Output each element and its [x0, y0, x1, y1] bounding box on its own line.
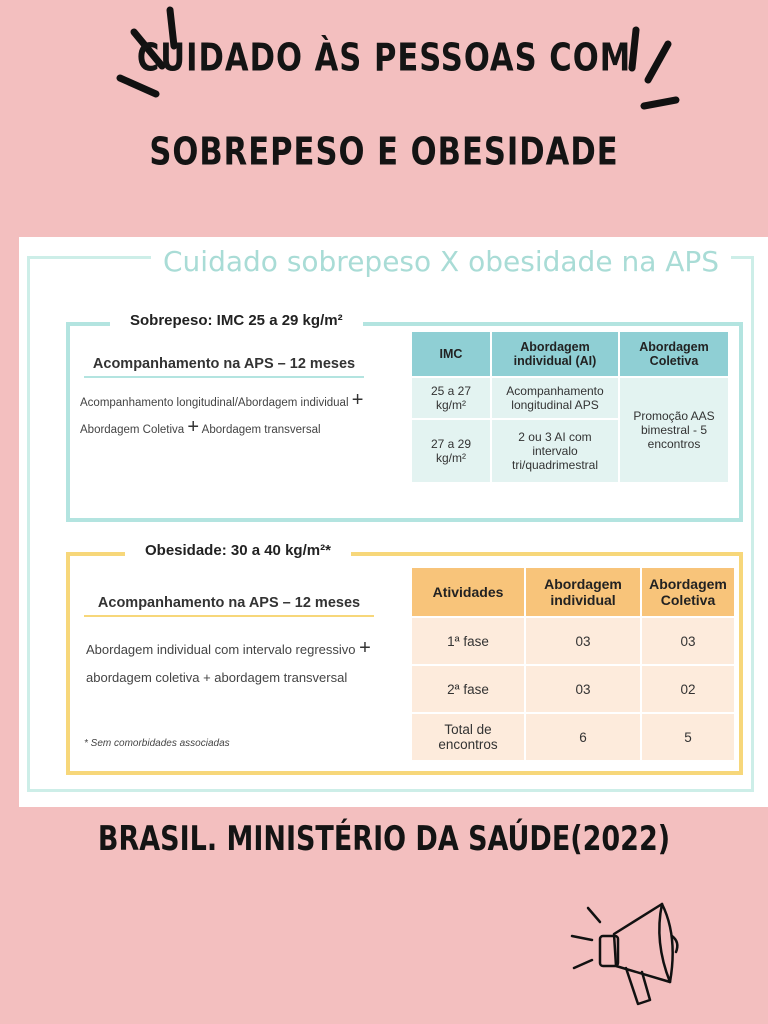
overweight-table [410, 330, 730, 484]
reference-text: BRASIL. MINISTÉRIO DA SAÚDE(2022) [97, 819, 671, 860]
overweight-desc-1: Acompanhamento longitudinal/Abordagem individual [80, 397, 349, 409]
table-header: Atividades [412, 568, 524, 616]
card-title: Cuidado sobrepeso X obesidade na APS [151, 245, 731, 278]
table-cell: 03 [526, 666, 640, 712]
table-cell: 5 [642, 714, 734, 760]
overweight-description [80, 388, 410, 442]
table-header: IMC [412, 332, 490, 376]
table-cell: 2 ou 3 AI com intervalo tri/quadrimestral [492, 420, 618, 482]
table-header: Abordagem individual [526, 568, 640, 616]
obesity-subtitle: Acompanhamento na APS – 12 meses [84, 595, 374, 617]
table-cell: Promoção AAS bimestral - 5 encontros [620, 378, 728, 482]
plus-icon: + [351, 389, 364, 411]
overweight-desc-2: Abordagem Coletiva [80, 424, 185, 436]
table-cell: 2ª fase [412, 666, 524, 712]
overweight-section [66, 312, 743, 522]
table-header: Abordagem Coletiva [620, 332, 728, 376]
plus-icon: + [359, 637, 371, 659]
overweight-desc-3: Abordagem transversal [201, 424, 321, 436]
table-cell: Total de encontros [412, 714, 524, 760]
table-cell: 02 [642, 666, 734, 712]
table-cell: 6 [526, 714, 640, 760]
page-title-line-1: CUIDADO ÀS PESSOAS COM [136, 35, 632, 81]
infographic-card [19, 237, 768, 807]
plus-icon: + [187, 416, 200, 438]
megaphone-icon [566, 896, 696, 1016]
overweight-subtitle: Acompanhamento na APS – 12 meses [84, 356, 364, 378]
obesity-table [410, 566, 736, 762]
table-cell: 03 [642, 618, 734, 664]
table-cell: Acompanhamento longitudinal APS [492, 378, 618, 418]
table-header: Abordagem Coletiva [642, 568, 734, 616]
overweight-title: Sobrepeso: IMC 25 a 29 kg/m² [110, 312, 363, 329]
obesity-description [86, 634, 396, 692]
obesity-title: Obesidade: 30 a 40 kg/m²* [125, 542, 351, 559]
obesity-desc-1: Abordagem individual com intervalo regressivo [86, 642, 356, 657]
footnote: * Sem comorbidades associadas [84, 738, 230, 749]
table-header: Abordagem individual (AI) [492, 332, 618, 376]
obesity-section [66, 542, 743, 775]
table-cell: 03 [526, 618, 640, 664]
obesity-desc-2: abordagem coletiva + abordagem transversal [86, 670, 348, 685]
page-title-line-2: SOBREPESO E OBESIDADE [149, 129, 619, 175]
table-cell: 27 a 29 kg/m² [412, 420, 490, 482]
table-cell: 1ª fase [412, 618, 524, 664]
table-cell: 25 a 27 kg/m² [412, 378, 490, 418]
